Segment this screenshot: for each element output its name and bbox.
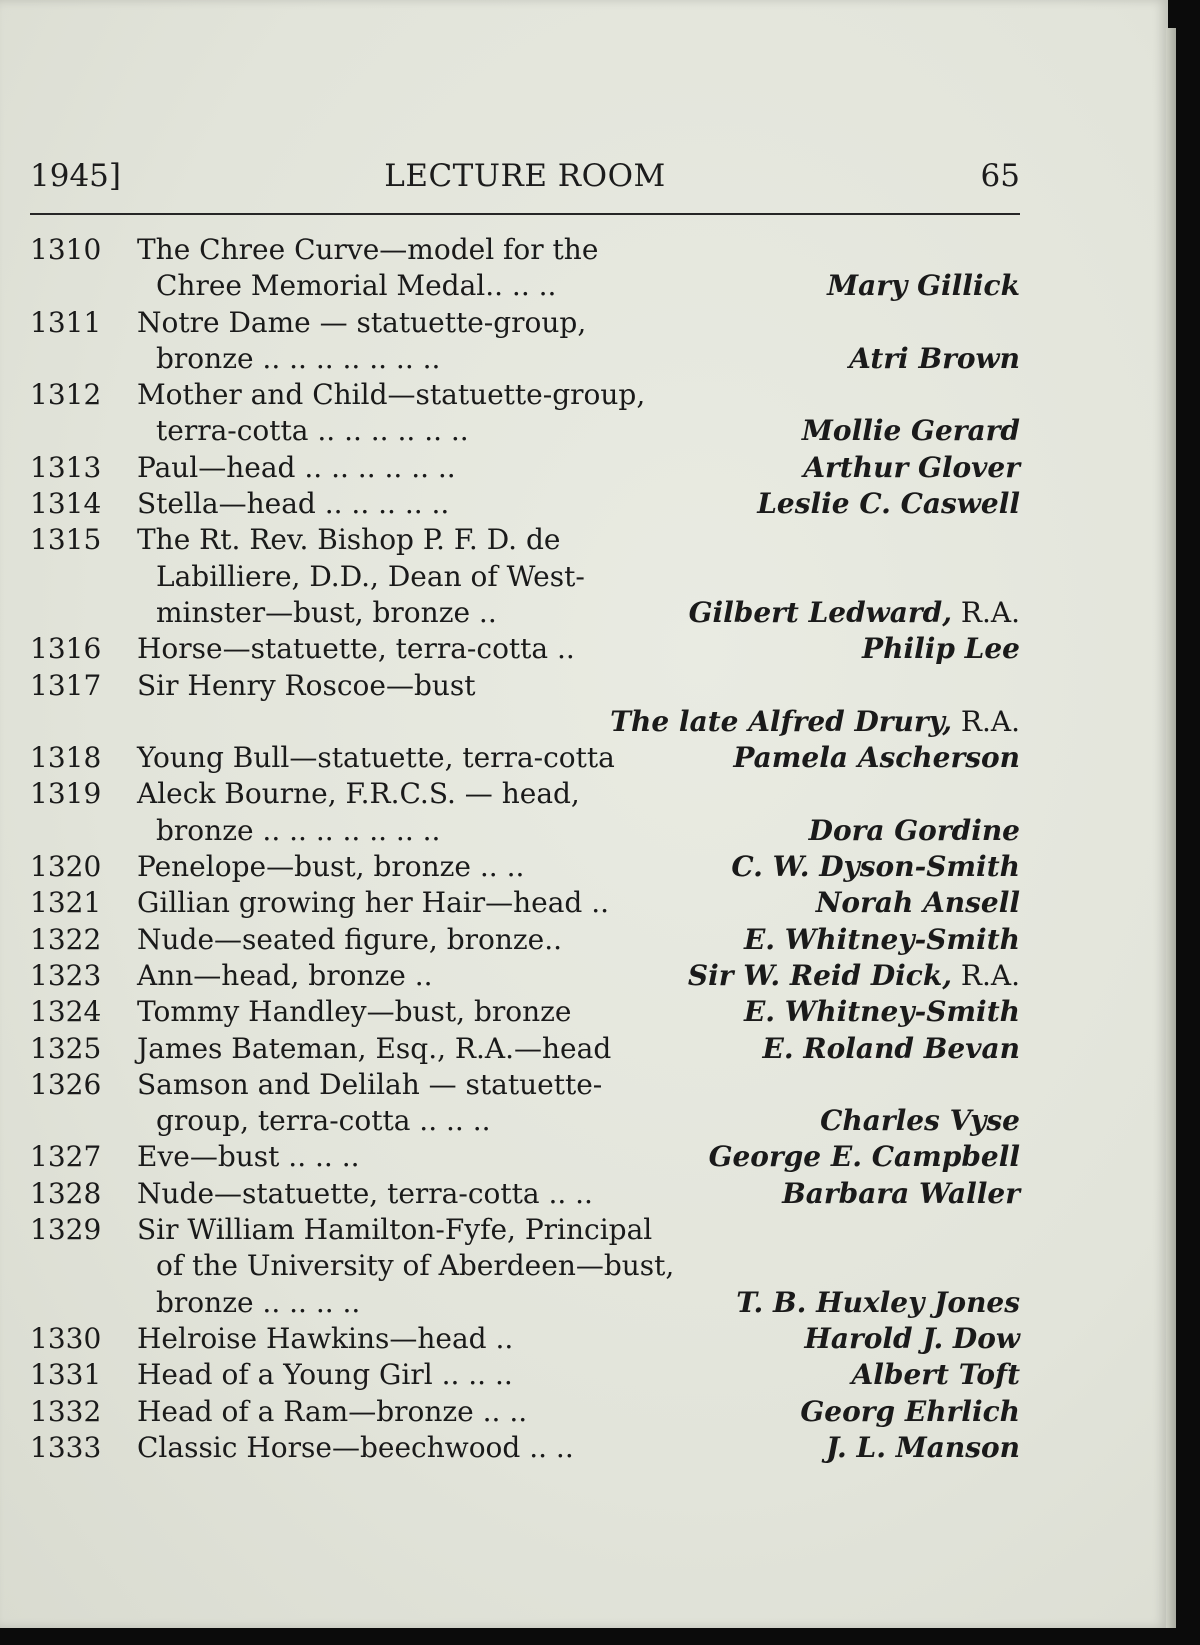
entry-title: bronze .. .. .. .. .. .. .. bbox=[156, 341, 441, 375]
entry-line bbox=[30, 1176, 1020, 1212]
catalogue-entry bbox=[30, 1394, 1020, 1430]
entry-title: The Chree Curve—model for the bbox=[137, 233, 599, 266]
entry-title: Ann—head, bronze .. bbox=[137, 958, 433, 992]
running-header bbox=[30, 148, 1020, 204]
entry-title: group, terra-cotta .. .. .. bbox=[156, 1104, 491, 1138]
entry-title: of the University of Aberdeen—bust, bbox=[156, 1249, 675, 1283]
entry-artist: Barbara Waller bbox=[782, 1176, 1020, 1210]
catalogue-entry bbox=[30, 1357, 1020, 1393]
entry-artist: E. Whitney-Smith bbox=[743, 922, 1020, 956]
catalogue-entry bbox=[30, 1139, 1020, 1175]
catalogue-entry bbox=[30, 958, 1020, 994]
entry-title: bronze .. .. .. .. bbox=[156, 1285, 361, 1319]
catalogue-entry bbox=[30, 849, 1020, 885]
entry-line bbox=[30, 994, 1020, 1030]
entry-artist: Gilbert Ledward, R.A. bbox=[688, 595, 1020, 629]
entry-line bbox=[30, 1103, 1020, 1139]
entry-number: 1330 bbox=[30, 1321, 102, 1355]
entry-line bbox=[30, 413, 1020, 449]
artist-suffix: R.A. bbox=[951, 595, 1020, 629]
entry-artist: J. L. Manson bbox=[825, 1430, 1020, 1464]
entry-title: terra-cotta .. .. .. .. .. .. bbox=[156, 414, 469, 448]
entry-line bbox=[30, 1212, 1020, 1248]
entry-number: 1312 bbox=[30, 378, 102, 412]
entry-artist: Norah Ansell bbox=[815, 886, 1020, 920]
entry-line bbox=[30, 377, 1020, 413]
entry-title: Head of a Ram—bronze .. .. bbox=[137, 1394, 528, 1428]
entry-line bbox=[30, 740, 1020, 776]
catalogue-entry bbox=[30, 1321, 1020, 1357]
entry-artist: Charles Vyse bbox=[820, 1104, 1020, 1138]
entry-title: Classic Horse—beechwood .. .. bbox=[137, 1430, 574, 1464]
entry-number: 1319 bbox=[30, 777, 102, 811]
entry-number: 1333 bbox=[30, 1430, 102, 1464]
catalogue-entry bbox=[30, 522, 1020, 631]
entry-number: 1327 bbox=[30, 1140, 102, 1174]
entry-line bbox=[30, 450, 1020, 486]
entry-number: 1311 bbox=[30, 305, 102, 339]
entry-title: Penelope—bust, bronze .. .. bbox=[137, 850, 525, 884]
entry-title: Tommy Handley—bust, bronze bbox=[137, 995, 572, 1029]
catalogue-entry bbox=[30, 631, 1020, 667]
entry-line bbox=[30, 1321, 1020, 1357]
catalogue-entry bbox=[30, 1212, 1020, 1321]
entry-artist: George E. Campbell bbox=[708, 1140, 1020, 1174]
entry-artist: Pamela Ascherson bbox=[733, 741, 1020, 775]
catalogue-entry bbox=[30, 1067, 1020, 1140]
entry-number: 1328 bbox=[30, 1176, 102, 1210]
catalogue-entry bbox=[30, 776, 1020, 849]
entry-line bbox=[30, 341, 1020, 377]
catalogue-entry bbox=[30, 668, 1020, 741]
catalogue-entry bbox=[30, 1176, 1020, 1212]
entry-line bbox=[30, 1139, 1020, 1175]
entry-line bbox=[30, 849, 1020, 885]
entry-title: Paul—head .. .. .. .. .. .. bbox=[137, 450, 456, 484]
entry-number: 1321 bbox=[30, 886, 102, 920]
entry-artist: Albert Toft bbox=[851, 1358, 1020, 1392]
entry-number: 1317 bbox=[30, 668, 102, 702]
entry-title: The Rt. Rev. Bishop P. F. D. de bbox=[137, 523, 561, 557]
entry-number: 1325 bbox=[30, 1031, 102, 1065]
catalogue-list bbox=[30, 232, 1020, 1466]
entry-number: 1323 bbox=[30, 958, 102, 992]
entry-artist: Arthur Glover bbox=[803, 450, 1020, 484]
entry-artist: Leslie C. Caswell bbox=[757, 487, 1020, 521]
catalogue-entry bbox=[30, 1031, 1020, 1067]
entry-title: Notre Dame — statuette-group, bbox=[137, 305, 587, 339]
entry-line bbox=[30, 559, 1020, 595]
entry-line bbox=[30, 1031, 1020, 1067]
entry-number: 1329 bbox=[30, 1213, 102, 1247]
entry-line bbox=[30, 1394, 1020, 1430]
page-number: 65 bbox=[980, 158, 1020, 194]
entry-artist: T. B. Huxley Jones bbox=[736, 1285, 1020, 1319]
entry-title: Stella—head .. .. .. .. .. bbox=[137, 487, 450, 521]
entry-title: Head of a Young Girl .. .. .. bbox=[137, 1358, 513, 1392]
entry-number: 1310 bbox=[30, 233, 102, 266]
entry-title: Sir William Hamilton-Fyfe, Principal bbox=[137, 1213, 653, 1247]
entry-title: Aleck Bourne, F.R.C.S. — head, bbox=[137, 777, 580, 811]
entry-title: Samson and Delilah — statuette- bbox=[137, 1067, 603, 1101]
entry-line bbox=[30, 704, 1020, 740]
entry-number: 1324 bbox=[30, 995, 102, 1029]
entry-artist: Sir W. Reid Dick, R.A. bbox=[687, 958, 1020, 992]
entry-title: Mother and Child—statuette-group, bbox=[137, 378, 646, 412]
entry-line bbox=[30, 486, 1020, 522]
entry-line bbox=[30, 1357, 1020, 1393]
header-title: LECTURE ROOM bbox=[384, 158, 666, 194]
entry-line bbox=[30, 813, 1020, 849]
entry-title: Sir Henry Roscoe—bust bbox=[137, 668, 476, 702]
catalogue-entry bbox=[30, 994, 1020, 1030]
entry-artist: Philip Lee bbox=[862, 632, 1020, 666]
catalogue-entry bbox=[30, 305, 1020, 378]
entry-line bbox=[30, 958, 1020, 994]
entry-title: Young Bull—statuette, terra-cotta bbox=[137, 741, 615, 775]
header-rule bbox=[30, 213, 1020, 215]
artist-suffix: R.A. bbox=[951, 958, 1020, 992]
entry-title: James Bateman, Esq., R.A.—head bbox=[137, 1031, 612, 1065]
entry-line bbox=[30, 776, 1020, 812]
catalogue-entry bbox=[30, 885, 1020, 921]
entry-title: Chree Memorial Medal.. .. .. bbox=[156, 269, 557, 303]
entry-title: Helroise Hawkins—head .. bbox=[137, 1321, 514, 1355]
entry-number: 1331 bbox=[30, 1358, 102, 1392]
entry-artist: Dora Gordine bbox=[808, 813, 1020, 847]
entry-line bbox=[30, 885, 1020, 921]
entry-line bbox=[30, 1285, 1020, 1321]
entry-title: Eve—bust .. .. .. bbox=[137, 1140, 360, 1174]
entry-title: minster—bust, bronze .. bbox=[156, 595, 497, 629]
artist-suffix: R.A. bbox=[951, 704, 1020, 738]
entry-title: bronze .. .. .. .. .. .. .. bbox=[156, 813, 441, 847]
entry-line bbox=[30, 631, 1020, 667]
entry-artist: E. Whitney-Smith bbox=[743, 995, 1020, 1029]
catalogue-entry bbox=[30, 450, 1020, 486]
entry-number: 1322 bbox=[30, 922, 102, 956]
catalogue-entry bbox=[30, 232, 1020, 305]
entry-title: Nude—seated figure, bronze.. bbox=[137, 922, 563, 956]
entry-number: 1313 bbox=[30, 450, 102, 484]
entry-number: 1318 bbox=[30, 741, 102, 775]
entry-number: 1326 bbox=[30, 1067, 102, 1101]
header-year: 1945] bbox=[30, 158, 121, 194]
entry-line bbox=[30, 668, 1020, 704]
entry-line bbox=[30, 268, 1020, 304]
entry-number: 1320 bbox=[30, 850, 102, 884]
entry-line bbox=[30, 522, 1020, 558]
entry-number: 1332 bbox=[30, 1394, 102, 1428]
entry-artist: Harold J. Dow bbox=[804, 1321, 1020, 1355]
entry-title: Labilliere, D.D., Dean of West- bbox=[156, 559, 585, 593]
entry-title: Nude—statuette, terra-cotta .. .. bbox=[137, 1176, 593, 1210]
entry-number: 1315 bbox=[30, 523, 102, 557]
entry-artist: Atri Brown bbox=[849, 341, 1020, 375]
catalogue-entry bbox=[30, 740, 1020, 776]
entry-title: Horse—statuette, terra-cotta .. bbox=[137, 632, 575, 666]
entry-artist: Mollie Gerard bbox=[801, 414, 1020, 448]
catalogue-entry bbox=[30, 922, 1020, 958]
entry-line bbox=[30, 1248, 1020, 1284]
entry-line bbox=[30, 1430, 1020, 1466]
catalogue-entry bbox=[30, 1430, 1020, 1466]
entry-artist: C. W. Dyson-Smith bbox=[731, 850, 1020, 884]
entry-line bbox=[30, 305, 1020, 341]
entry-artist: Mary Gillick bbox=[827, 269, 1020, 303]
entry-number: 1316 bbox=[30, 632, 102, 666]
catalogue-entry bbox=[30, 377, 1020, 450]
entry-line bbox=[30, 1067, 1020, 1103]
entry-artist: E. Roland Bevan bbox=[762, 1031, 1020, 1065]
entry-artist: The late Alfred Drury, R.A. bbox=[610, 704, 1020, 738]
entry-artist: Georg Ehrlich bbox=[800, 1394, 1020, 1428]
entry-line bbox=[30, 922, 1020, 958]
entry-line bbox=[30, 232, 1020, 268]
catalogue-entry bbox=[30, 486, 1020, 522]
entry-number: 1314 bbox=[30, 487, 102, 521]
page-edge bbox=[1166, 28, 1176, 1628]
entry-line bbox=[30, 595, 1020, 631]
entry-title: Gillian growing her Hair—head .. bbox=[137, 886, 610, 920]
